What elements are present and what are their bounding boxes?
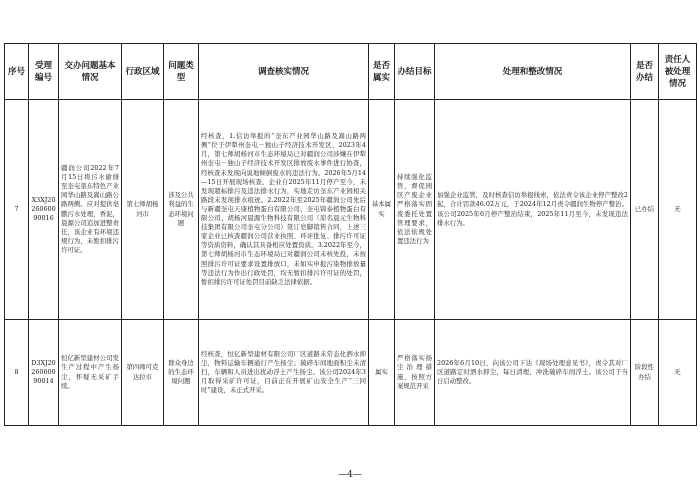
cell-true: 属实: [369, 320, 395, 426]
cell-id: D3XJ2026060090014: [29, 320, 59, 426]
header-handling: 处理和整改情况: [435, 44, 631, 100]
cell-true: 基本属实: [369, 100, 395, 320]
table-header-row: [5, 44, 697, 100]
header-person: 责任人被处理情况: [659, 44, 697, 100]
header-done: 是否办结: [631, 44, 659, 100]
header-goal: 办结目标: [395, 44, 435, 100]
cell-investigation: 经核查，恒亿新型建材有限公司厂区道路未常态化洒水抑尘，物料运输车辆通行产生扬尘；破碎车间地面积尘未清扫，车辆和人员进出扰动浮土产生扬尘。该公司2024年3月取得采矿许可证，目前正在开展矿山安全生产“三同时”建设，未正式开采。: [199, 320, 369, 426]
cell-handling: 加强企业监管，及时核查信访举报线索，依法责令该企业停产整改2起，合计罚款46.02万元，于2024年12月责令疆润生物停产整治。该公司2025年6月停产整治结束，2025年11月至今，未发现违法排水行为。: [435, 100, 631, 320]
page-number: —4—: [338, 470, 362, 480]
cases-table: [4, 43, 697, 426]
cell-goal: 严格落实扬尘治理措施，按照方案规范开采: [395, 320, 435, 426]
cell-type: 群众身边的生态环境问题: [164, 320, 199, 426]
cell-basic: 疆润公司2022年7月15日将污水偷排至奎屯垦东特色产业园华山路及嵩山路公路两侧。应对提供皂鹏污水处理，香泥，晨源公司追加进整责任，该企业有环境违规行为，未暂扣排污许可证。: [59, 100, 122, 320]
cell-done: 阶段性办结: [631, 320, 659, 426]
header-type: 问题类型: [164, 44, 199, 100]
cell-basic: 恒亿新型建材公司发生产过程中产生扬尘，怀疑无采矿手续。: [59, 320, 122, 426]
cell-seq: 7: [5, 100, 29, 320]
header-seq: 序号: [5, 44, 29, 100]
header-true: 是否属实: [369, 44, 395, 100]
header-investigation: 调查核实情况: [199, 44, 369, 100]
header-id: 受理编号: [29, 44, 59, 100]
cell-person: 无: [659, 320, 697, 426]
table-row: [5, 320, 697, 426]
cell-handling: 2026年6月10日，向该公司下达《现场处理意见书》，责令其对厂区道路定时洒水抑尘，每日清理、冲洗破碎车间浮土。该公司于当日启动整改。: [435, 320, 631, 426]
header-region: 行政区域: [122, 44, 164, 100]
cell-type: 涉及公共利益的生态环境问题: [164, 100, 199, 320]
cell-person: 无: [659, 100, 697, 320]
cell-region: 第四师可克达拉市: [122, 320, 164, 426]
cell-region: 第七师胡杨河市: [122, 100, 164, 320]
cell-goal: 持续强化监管，督促园区产废企业严格落实固废委托处置管理要求，依法依规处置违法行为: [395, 100, 435, 320]
cell-done: 已办结: [631, 100, 659, 320]
header-basic: 交办问题基本情况: [59, 44, 122, 100]
cell-id: X3XJ2026060090016: [29, 100, 59, 320]
cell-seq: 8: [5, 320, 29, 426]
table-row: [5, 100, 697, 320]
cell-investigation: 经核查，1.信访举报的“奎东产业园华山路及嵩山路两侧”位于伊犁州奎屯－独山子经济技术开发区，2023年4月，第七师胡杨河市生态环境局已对疆润公司涉嫌在伊犁州奎屯－独山子经济技术开发区排放废水事件进行协查，经核查未发现向说地倾倒废水的违法行为。2026年5月14—15日开展现场核查，企业自2025年11月停产至今，未发现超标排污及违法排水行为，实地走访奎东产业园相关路段未发现排水痕迹。2.2022年至2025年疆润公司先后与新疆奎屯天康植物蛋白有限公司、奎屯锦泰植物蛋白有限公司、胡杨河晨源生物科技有限公司（原名晨元生物科技集团有限公司奎屯分公司）签订皂脚销售合同，上述三家企业已核查疆润公司营业执照、环评批复、排污许可证等资质资料，确认其具备相应处置资质。3.2022年至今，第七师胡杨河市生态环境局已对疆润公司未核先投，未按照排污许可证要求设置排放口，未如实申报污染物排放量等违法行为作出行政处罚，均无暂扣排污许可证的处罚，暂扣排污许可证处罚目前缺乏法律依据。: [199, 100, 369, 320]
